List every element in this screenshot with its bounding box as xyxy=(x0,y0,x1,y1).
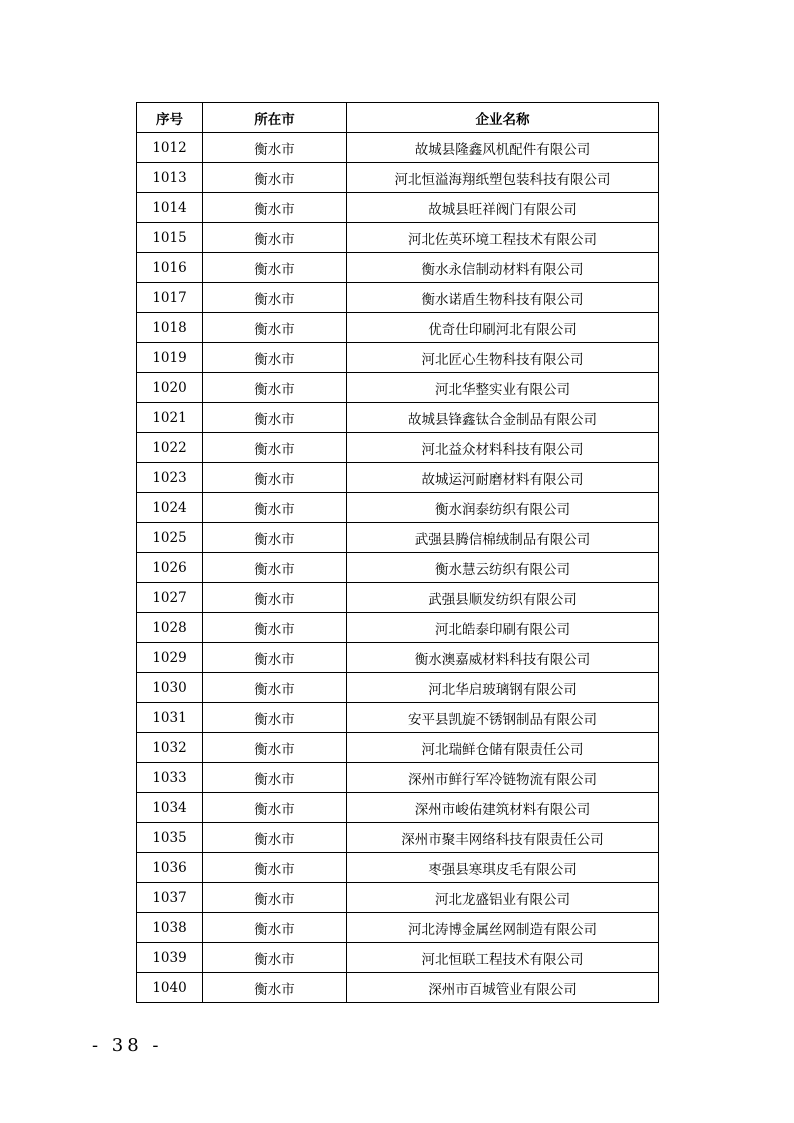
cell-company: 深州市峻佑建筑材料有限公司 xyxy=(347,793,659,823)
cell-company: 武强县腾信棉绒制品有限公司 xyxy=(347,523,659,553)
cell-city: 衡水市 xyxy=(203,793,347,823)
cell-serial: 1033 xyxy=(137,763,203,793)
company-table xyxy=(136,102,659,1003)
table-row xyxy=(137,973,659,1003)
table-row xyxy=(137,793,659,823)
cell-company: 故城县旺祥阀门有限公司 xyxy=(347,193,659,223)
cell-city: 衡水市 xyxy=(203,493,347,523)
table-row xyxy=(137,313,659,343)
cell-company: 河北华整实业有限公司 xyxy=(347,373,659,403)
cell-company: 河北皓泰印刷有限公司 xyxy=(347,613,659,643)
header-serial: 序号 xyxy=(137,103,203,133)
cell-company: 故城县锋鑫钛合金制品有限公司 xyxy=(347,403,659,433)
cell-company: 深州市百城管业有限公司 xyxy=(347,973,659,1003)
table-row xyxy=(137,613,659,643)
cell-company: 衡水澳嘉威材料科技有限公司 xyxy=(347,643,659,673)
cell-serial: 1024 xyxy=(137,493,203,523)
cell-company: 河北龙盛铝业有限公司 xyxy=(347,883,659,913)
cell-serial: 1028 xyxy=(137,613,203,643)
cell-city: 衡水市 xyxy=(203,823,347,853)
cell-city: 衡水市 xyxy=(203,943,347,973)
cell-company: 优奇仕印刷河北有限公司 xyxy=(347,313,659,343)
header-company: 企业名称 xyxy=(347,103,659,133)
cell-city: 衡水市 xyxy=(203,913,347,943)
cell-company: 河北瑞鲜仓储有限责任公司 xyxy=(347,733,659,763)
cell-serial: 1013 xyxy=(137,163,203,193)
cell-serial: 1037 xyxy=(137,883,203,913)
cell-serial: 1040 xyxy=(137,973,203,1003)
table-row xyxy=(137,253,659,283)
cell-city: 衡水市 xyxy=(203,673,347,703)
cell-serial: 1022 xyxy=(137,433,203,463)
cell-company: 枣强县寒琪皮毛有限公司 xyxy=(347,853,659,883)
table-row xyxy=(137,823,659,853)
table-row xyxy=(137,283,659,313)
cell-serial: 1021 xyxy=(137,403,203,433)
table-row xyxy=(137,583,659,613)
cell-serial: 1027 xyxy=(137,583,203,613)
table-row xyxy=(137,913,659,943)
header-city: 所在市 xyxy=(203,103,347,133)
cell-company: 深州市鲜行军冷链物流有限公司 xyxy=(347,763,659,793)
cell-company: 河北华启玻璃钢有限公司 xyxy=(347,673,659,703)
cell-company: 衡水永信制动材料有限公司 xyxy=(347,253,659,283)
cell-serial: 1039 xyxy=(137,943,203,973)
cell-company: 河北匠心生物科技有限公司 xyxy=(347,343,659,373)
table-row xyxy=(137,493,659,523)
table-body xyxy=(137,133,659,1003)
cell-city: 衡水市 xyxy=(203,613,347,643)
table-row xyxy=(137,433,659,463)
cell-city: 衡水市 xyxy=(203,133,347,163)
cell-company: 河北涛博金属丝网制造有限公司 xyxy=(347,913,659,943)
table-row xyxy=(137,643,659,673)
table-row xyxy=(137,223,659,253)
cell-serial: 1018 xyxy=(137,313,203,343)
cell-serial: 1020 xyxy=(137,373,203,403)
cell-serial: 1019 xyxy=(137,343,203,373)
cell-serial: 1026 xyxy=(137,553,203,583)
cell-company: 故城运河耐磨材料有限公司 xyxy=(347,463,659,493)
cell-city: 衡水市 xyxy=(203,253,347,283)
cell-city: 衡水市 xyxy=(203,313,347,343)
cell-serial: 1036 xyxy=(137,853,203,883)
cell-company: 武强县顺发纺织有限公司 xyxy=(347,583,659,613)
table-row xyxy=(137,883,659,913)
cell-company: 衡水慧云纺织有限公司 xyxy=(347,553,659,583)
table-row xyxy=(137,673,659,703)
cell-city: 衡水市 xyxy=(203,763,347,793)
table-row xyxy=(137,343,659,373)
cell-city: 衡水市 xyxy=(203,223,347,253)
cell-city: 衡水市 xyxy=(203,733,347,763)
cell-company: 深州市聚丰网络科技有限责任公司 xyxy=(347,823,659,853)
cell-serial: 1016 xyxy=(137,253,203,283)
cell-serial: 1025 xyxy=(137,523,203,553)
cell-company: 河北益众材料科技有限公司 xyxy=(347,433,659,463)
cell-city: 衡水市 xyxy=(203,193,347,223)
page-number: - 38 - xyxy=(92,1035,163,1056)
cell-serial: 1015 xyxy=(137,223,203,253)
table-row xyxy=(137,553,659,583)
cell-serial: 1030 xyxy=(137,673,203,703)
cell-city: 衡水市 xyxy=(203,343,347,373)
cell-serial: 1035 xyxy=(137,823,203,853)
cell-company: 故城县隆鑫风机配件有限公司 xyxy=(347,133,659,163)
cell-serial: 1034 xyxy=(137,793,203,823)
cell-serial: 1012 xyxy=(137,133,203,163)
cell-serial: 1032 xyxy=(137,733,203,763)
table-row xyxy=(137,763,659,793)
table-row xyxy=(137,943,659,973)
cell-company: 河北佐英环境工程技术有限公司 xyxy=(347,223,659,253)
cell-serial: 1014 xyxy=(137,193,203,223)
cell-city: 衡水市 xyxy=(203,373,347,403)
cell-company: 河北恒溢海翔纸塑包装科技有限公司 xyxy=(347,163,659,193)
cell-city: 衡水市 xyxy=(203,463,347,493)
cell-serial: 1023 xyxy=(137,463,203,493)
cell-company: 河北恒联工程技术有限公司 xyxy=(347,943,659,973)
cell-company: 衡水诺盾生物科技有限公司 xyxy=(347,283,659,313)
cell-city: 衡水市 xyxy=(203,403,347,433)
cell-city: 衡水市 xyxy=(203,643,347,673)
table-row xyxy=(137,403,659,433)
cell-company: 衡水润泰纺织有限公司 xyxy=(347,493,659,523)
cell-city: 衡水市 xyxy=(203,853,347,883)
table-row xyxy=(137,133,659,163)
table-row xyxy=(137,853,659,883)
cell-company: 安平县凯旋不锈钢制品有限公司 xyxy=(347,703,659,733)
table-row xyxy=(137,463,659,493)
cell-serial: 1017 xyxy=(137,283,203,313)
table-row xyxy=(137,373,659,403)
cell-serial: 1029 xyxy=(137,643,203,673)
table-row xyxy=(137,523,659,553)
cell-city: 衡水市 xyxy=(203,703,347,733)
cell-city: 衡水市 xyxy=(203,583,347,613)
cell-city: 衡水市 xyxy=(203,973,347,1003)
cell-city: 衡水市 xyxy=(203,283,347,313)
cell-city: 衡水市 xyxy=(203,883,347,913)
cell-city: 衡水市 xyxy=(203,433,347,463)
cell-city: 衡水市 xyxy=(203,163,347,193)
table-row xyxy=(137,703,659,733)
table-row xyxy=(137,193,659,223)
cell-city: 衡水市 xyxy=(203,553,347,583)
cell-city: 衡水市 xyxy=(203,523,347,553)
table-row xyxy=(137,733,659,763)
cell-serial: 1038 xyxy=(137,913,203,943)
table-header-row xyxy=(137,103,659,133)
cell-serial: 1031 xyxy=(137,703,203,733)
table-row xyxy=(137,163,659,193)
